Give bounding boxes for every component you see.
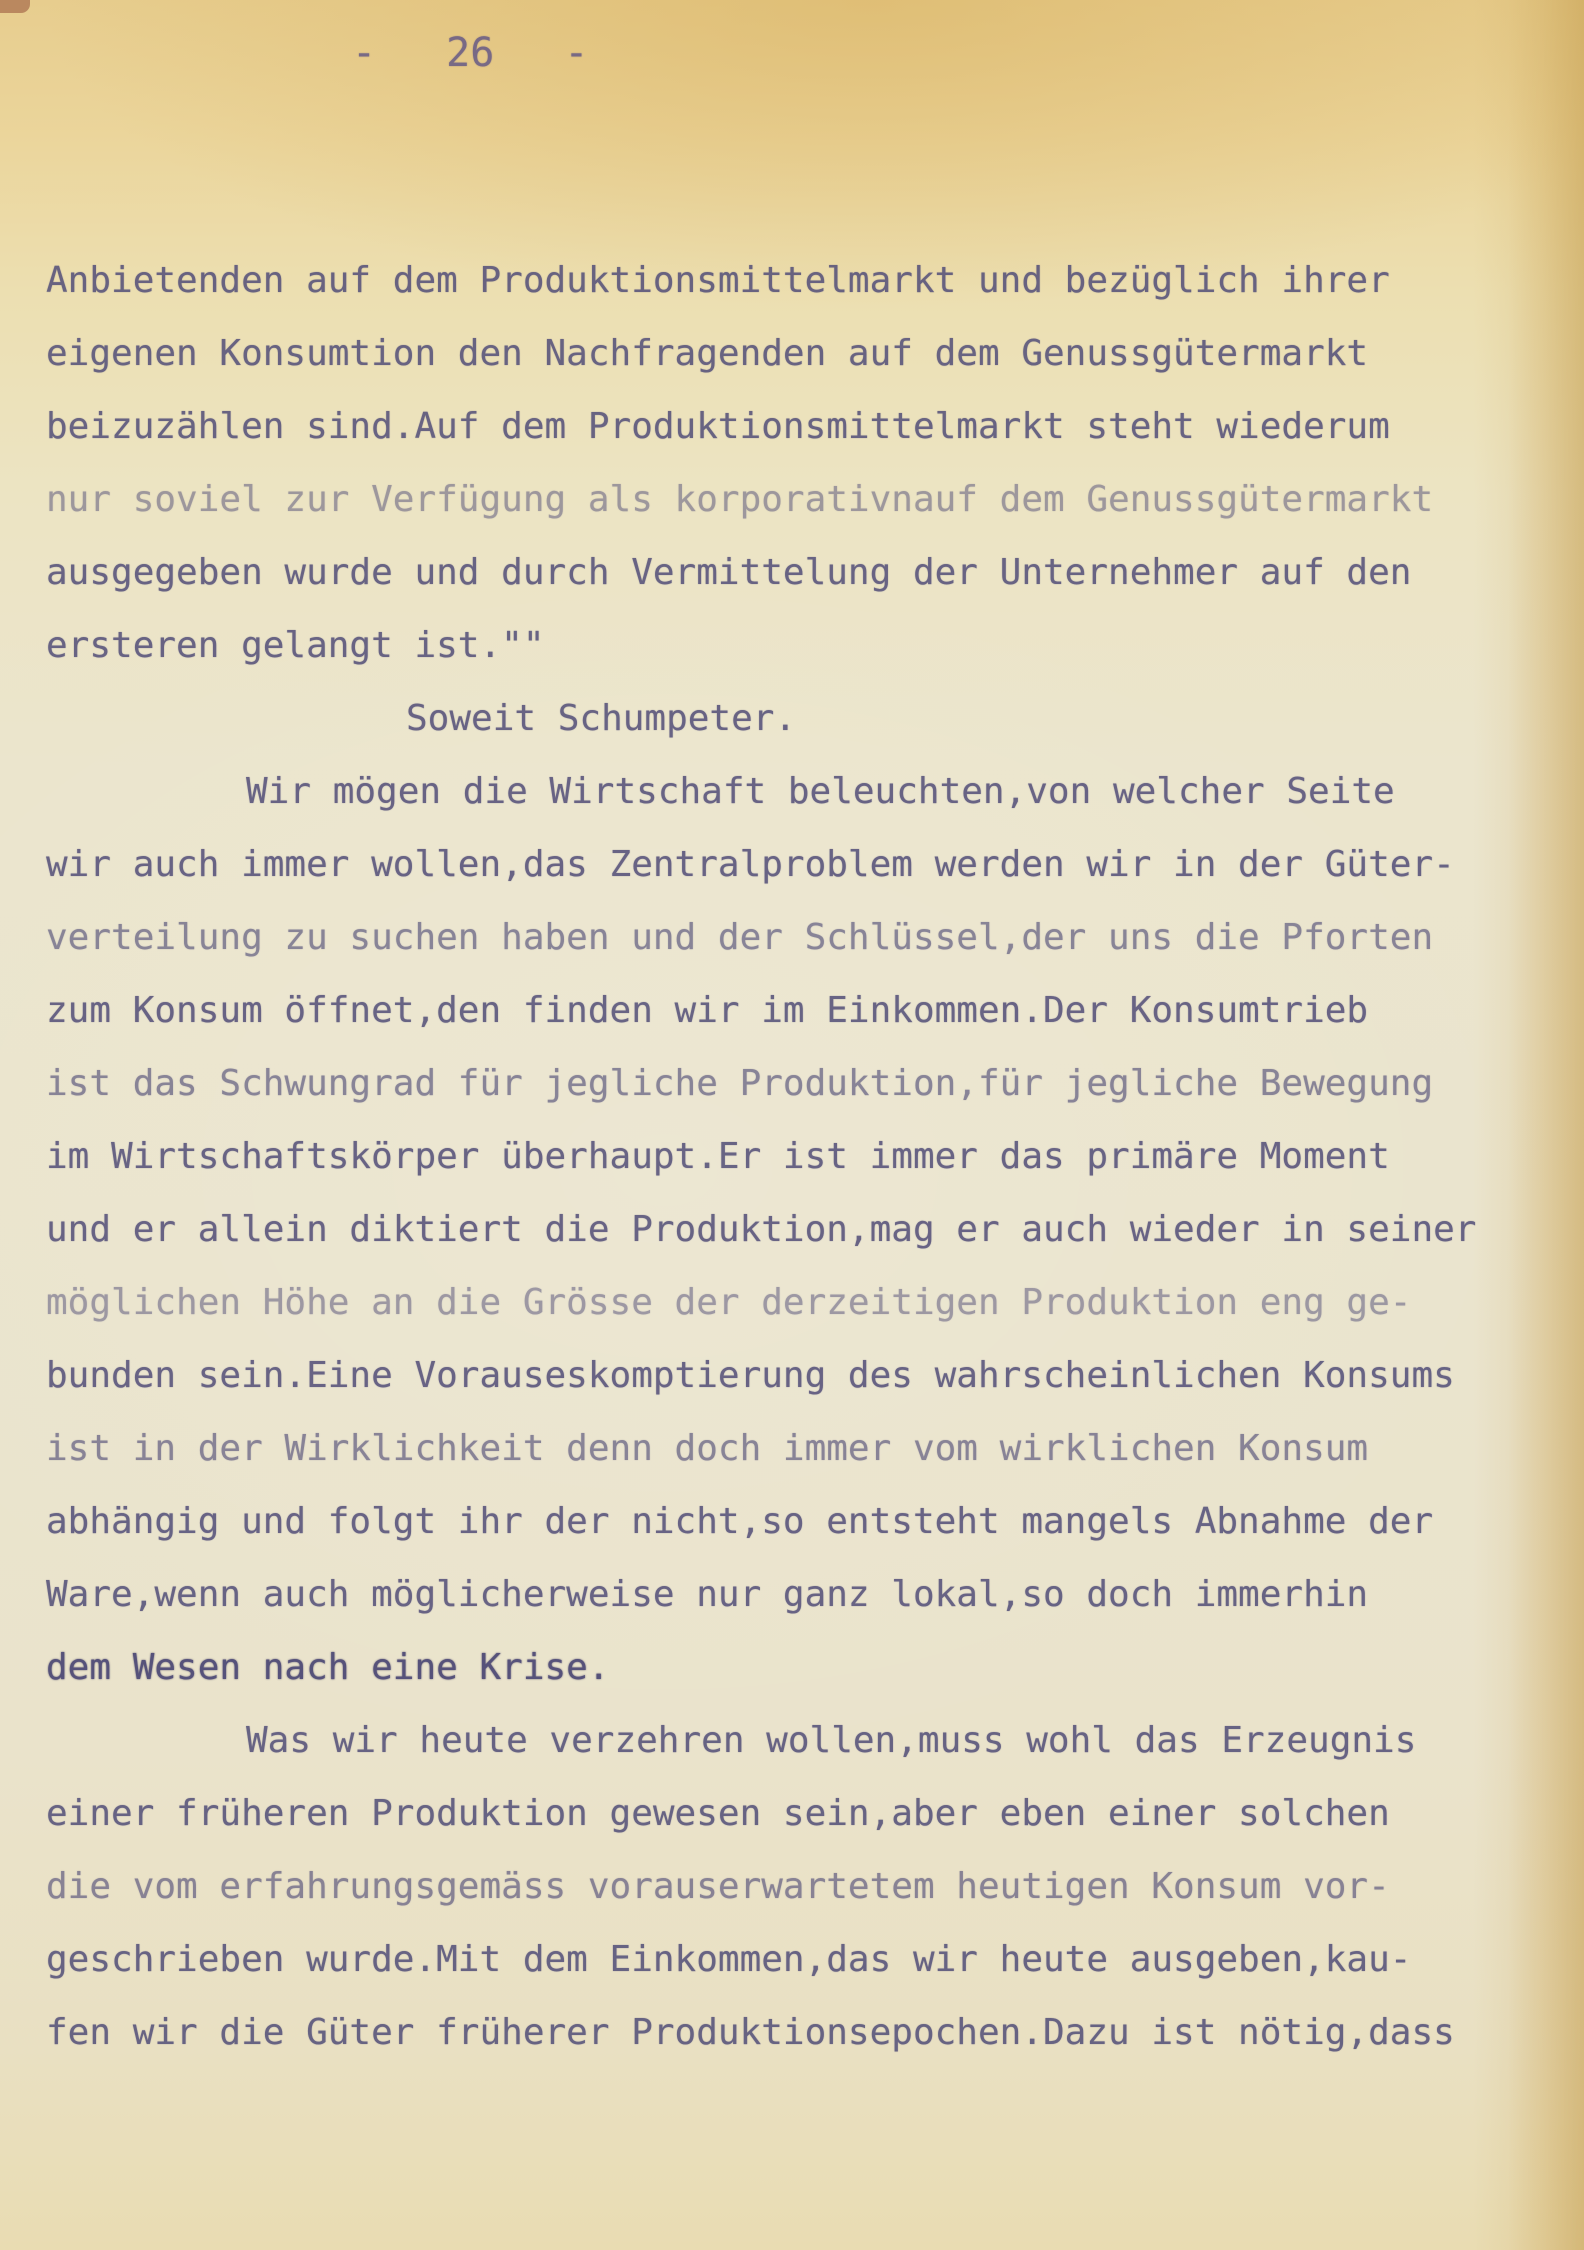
text-line: bunden sein.Eine Vorauseskomptierung des wahrscheinlichen Konsums: [46, 1355, 1455, 1396]
page-number: - 26 -: [352, 30, 589, 76]
text-line: dem Wesen nach eine Krise.: [46, 1647, 610, 1688]
text-line: eigenen Konsumtion den Nachfragenden auf dem Genussgütermarkt: [46, 333, 1369, 374]
text-line: und er allein diktiert die Produktion,mag er auch wieder in seiner: [46, 1209, 1477, 1250]
text-line: möglichen Höhe an die Grösse der derzeitigen Produktion eng ge-: [46, 1282, 1412, 1323]
text-line: verteilung zu suchen haben und der Schlüssel,der uns die Pforten: [46, 917, 1434, 958]
text-line: ist in der Wirklichkeit denn doch immer vom wirklichen Konsum: [46, 1428, 1369, 1469]
text-line: fen wir die Güter früherer Produktionsepochen.Dazu ist nötig,dass: [46, 2012, 1455, 2053]
text-line: Was wir heute verzehren wollen,muss wohl das Erzeugnis: [246, 1720, 1417, 1761]
text-line: abhängig und folgt ihr der nicht,so entsteht mangels Abnahme der: [46, 1501, 1434, 1542]
text-line: nur soviel zur Verfügung als korporativnauf dem Genussgütermarkt: [46, 479, 1434, 520]
text-line: wir auch immer wollen,das Zentralproblem werden wir in der Güter-: [46, 844, 1455, 885]
text-line: Anbietenden auf dem Produktionsmittelmarkt und bezüglich ihrer: [46, 260, 1390, 301]
text-line: im Wirtschaftskörper überhaupt.Er ist immer das primäre Moment: [46, 1136, 1390, 1177]
text-line: beizuzählen sind.Auf dem Produktionsmittelmarkt steht wiederum: [46, 406, 1390, 447]
text-line: ist das Schwungrad für jegliche Produktion,für jegliche Bewegung: [46, 1063, 1434, 1104]
text-line: ausgegeben wurde und durch Vermittelung der Unternehmer auf den: [46, 552, 1412, 593]
text-line: Soweit Schumpeter.: [406, 698, 797, 739]
text-line: geschrieben wurde.Mit dem Einkommen,das wir heute ausgeben,kau-: [46, 1939, 1412, 1980]
typescript-body: [46, 244, 1548, 2069]
scan-corner-artifact: [0, 0, 30, 13]
text-line: Ware,wenn auch möglicherweise nur ganz lokal,so doch immerhin: [46, 1574, 1369, 1615]
text-line: zum Konsum öffnet,den finden wir im Einkommen.Der Konsumtrieb: [46, 990, 1369, 1031]
text-line: Wir mögen die Wirtschaft beleuchten,von welcher Seite: [246, 771, 1395, 812]
text-line: einer früheren Produktion gewesen sein,aber eben einer solchen: [46, 1793, 1390, 1834]
text-line: ersteren gelangt ist."": [46, 625, 545, 666]
text-line: die vom erfahrungsgemäss vorauserwartetem heutigen Konsum vor-: [46, 1866, 1390, 1907]
